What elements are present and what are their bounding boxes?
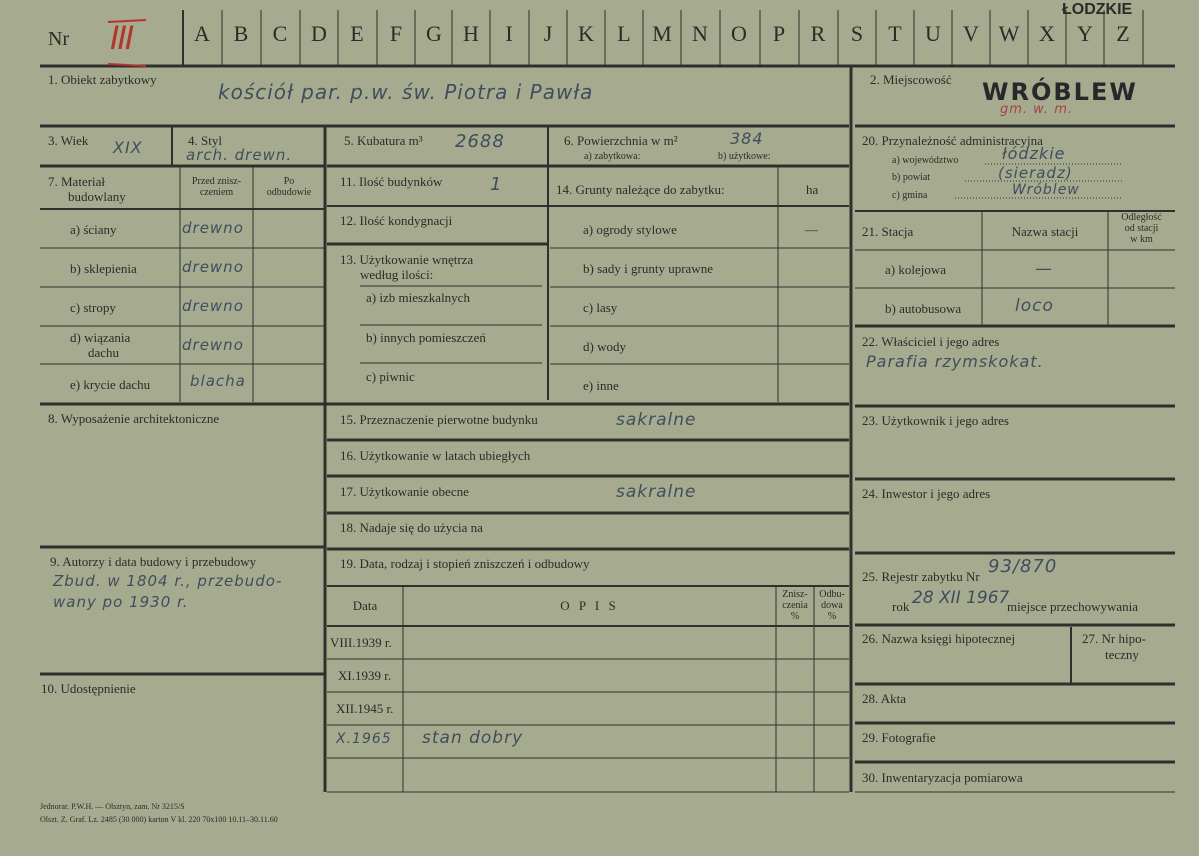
index-letter: F	[389, 21, 403, 46]
field-14-unit: ha	[806, 182, 819, 197]
field-13-label: 13. Użytkowanie wnętrza	[340, 252, 474, 267]
field-13c-label: c) piwnic	[366, 369, 415, 384]
field-21-label: 21. Stacja	[862, 224, 914, 239]
material-row-label: d) wiązania	[70, 330, 131, 345]
field-17-value: sakralne	[616, 482, 697, 502]
history-row-date: X.1965	[336, 731, 392, 747]
field-19-label: 19. Data, rodzaj i stopień zniszczeń i odbudowy	[340, 556, 590, 571]
field-9-line-2: wany po 1930 r.	[53, 593, 189, 611]
land-row-label: e) inne	[583, 378, 619, 393]
field-20-label: 20. Przynależność administracyjna	[862, 133, 1043, 148]
history-row-opis: stan dobry	[422, 728, 524, 748]
field-16-label: 16. Użytkowanie w latach ubiegłych	[340, 448, 531, 463]
field-20b-label: b) powiat	[892, 172, 931, 183]
index-letter: R	[810, 21, 826, 46]
field-3-value: XIX	[113, 138, 143, 157]
index-letter: B	[233, 21, 249, 46]
field-14-label: 14. Grunty należące do zabytku:	[556, 182, 725, 197]
history-row-date: XI.1939 r.	[338, 668, 392, 683]
index-letter: H	[463, 21, 479, 46]
material-row-label: c) stropy	[70, 300, 116, 315]
field-26-label: 26. Nazwa księgi hipotecznej	[862, 631, 1016, 646]
land-row-label: d) wody	[583, 339, 626, 354]
index-letter: C	[272, 21, 288, 46]
field-6a-label: a) zabytkowa:	[584, 151, 641, 162]
material-row-value: drewno	[182, 258, 244, 276]
index-letter: Z	[1116, 21, 1130, 46]
field-20a-value: łódzkie	[1002, 144, 1066, 163]
col-opis-label: O P I S	[560, 598, 619, 613]
field-30-label: 30. Inwentaryzacja pomiarowa	[862, 770, 1023, 785]
nr-value: III	[110, 19, 133, 57]
field-3-label: 3. Wiek	[48, 133, 89, 148]
index-letter: J	[543, 21, 553, 46]
field-25-rok-label: rok	[892, 599, 910, 614]
field-2-note: gm. w. m.	[1000, 102, 1074, 117]
field-25-value: 93/870	[988, 556, 1058, 577]
index-letter: T	[888, 21, 902, 46]
field-4-value: arch. drewn.	[186, 146, 293, 164]
field-21b-value: loco	[1015, 296, 1054, 316]
field-22-label: 22. Właściciel i jego adres	[862, 334, 1000, 349]
field-25-label: 25. Rejestr zabytku Nr	[862, 569, 980, 584]
land-row-label: b) sady i grunty uprawne	[583, 261, 713, 276]
col-rebuild-label: Odbu- dowa %	[819, 589, 845, 622]
field-1-value: kościół par. p.w. św. Piotra i Pawła	[218, 80, 594, 104]
land-row-label: c) lasy	[583, 300, 618, 315]
field-10-label: 10. Udostępnienie	[41, 681, 136, 696]
field-7-label-2: budowlany	[68, 189, 126, 204]
material-row-label: b) sklepienia	[70, 261, 137, 276]
land-row-label: a) ogrody stylowe	[583, 222, 677, 237]
field-21b-label: b) autobusowa	[885, 301, 962, 316]
material-row-label: a) ściany	[70, 222, 117, 237]
field-21a-label: a) kolejowa	[885, 262, 947, 277]
field-27-label-2: teczny	[1105, 647, 1139, 662]
field-15-value: sakralne	[616, 410, 697, 430]
field-18-label: 18. Nadaje się do użycia na	[340, 520, 483, 535]
index-letter: Y	[1077, 21, 1093, 46]
material-row-value: drewno	[182, 219, 244, 237]
field-29-label: 29. Fotografie	[862, 730, 936, 745]
field-25-storage-label: miejsce przechowywania	[1007, 599, 1139, 614]
field-8-label: 8. Wyposażenie architektoniczne	[48, 411, 220, 426]
index-letter: I	[505, 21, 513, 46]
material-row-label: e) krycie dachu	[70, 377, 151, 392]
field-28-label: 28. Akta	[862, 691, 907, 706]
field-4-label: 4. Styl	[188, 133, 222, 148]
field-13b-label: b) innych pomieszczeń	[366, 330, 486, 345]
field-6-label: 6. Powierzchnia w m²	[564, 133, 678, 148]
index-letter: X	[1039, 21, 1055, 46]
field-9-label: 9. Autorzy i data budowy i przebudowy	[50, 554, 257, 569]
material-row-value: drewno	[182, 336, 244, 354]
region-stamp: ŁODZKIE	[1062, 1, 1133, 18]
field-17-label: 17. Użytkowanie obecne	[340, 484, 469, 499]
material-row-value: drewno	[182, 297, 244, 315]
index-letter: E	[350, 21, 364, 46]
field-9-line-1: Zbud. w 1804 r., przebudo-	[53, 572, 283, 590]
index-letter: A	[194, 21, 210, 46]
field-6b-label: b) użytkowe:	[718, 151, 771, 162]
index-letter: S	[850, 21, 864, 46]
material-row-value: blacha	[190, 372, 246, 390]
index-letter: D	[311, 21, 327, 46]
field-23-label: 23. Użytkownik i jego adres	[862, 413, 1009, 428]
field-15-label: 15. Przeznaczenie pierwotne budynku	[340, 412, 538, 427]
col-damage-label: Znisz- czenia %	[782, 589, 808, 622]
field-21a-value: —	[1035, 259, 1053, 279]
field-2-value: WRÓBLEW	[982, 78, 1138, 106]
col-station-distance: Odległość od stacji w km	[1121, 212, 1162, 245]
field-6-value: 384	[730, 129, 764, 148]
land-row-value: —	[805, 222, 818, 237]
nr-label: Nr	[48, 28, 70, 50]
field-5-label: 5. Kubatura m³	[344, 133, 423, 148]
field-13-label-2: według ilości:	[360, 267, 434, 282]
index-letter: U	[925, 21, 941, 46]
col-after-label: Po odbudowie	[266, 176, 312, 198]
field-2-label: 2. Miejscowość	[870, 72, 952, 87]
field-20c-label: c) gmina	[892, 190, 928, 201]
col-station-name: Nazwa stacji	[1011, 224, 1079, 239]
field-20c-value: Wróblew	[1012, 182, 1080, 198]
field-12-label: 12. Ilość kondygnacji	[340, 213, 453, 228]
col-before-label: Przed znisz- czeniem	[191, 176, 242, 198]
history-row-date: XII.1945 r.	[336, 701, 394, 716]
index-letter: M	[652, 21, 672, 46]
index-letter: K	[578, 21, 594, 46]
field-24-label: 24. Inwestor i jego adres	[862, 486, 991, 501]
dotted-lines	[955, 160, 1125, 204]
index-letter: N	[692, 21, 708, 46]
field-11-label: 11. Ilość budynków	[340, 174, 443, 189]
printer-note: Jednorar. P.W.H. — Olsztyn, zam. Nr 3215/S	[40, 802, 185, 811]
history-row-date: VIII.1939 r.	[330, 635, 392, 650]
field-13a-label: a) izb mieszkalnych	[366, 290, 470, 305]
field-1-label: 1. Obiekt zabytkowy	[48, 72, 157, 87]
field-11-value: 1	[490, 174, 503, 195]
field-22-value: Parafia rzymskokat.	[866, 352, 1044, 371]
index-letter: L	[617, 21, 631, 46]
index-letter: O	[731, 21, 747, 46]
index-letter: V	[963, 21, 979, 46]
material-row-label: dachu	[88, 345, 120, 360]
index-letter: W	[998, 21, 1020, 46]
col-date-label: Data	[352, 598, 378, 613]
field-5-value: 2688	[455, 131, 505, 152]
field-20a-label: a) województwo	[892, 155, 959, 166]
printer-note-2: Olszt. Z. Graf. Lz. 2485 (30 000) karton V kl. 220 70x100 10.11–30.11.60	[40, 815, 278, 824]
field-25-rok-value: 28 XII 1967	[912, 588, 1010, 608]
index-letter: P	[772, 21, 786, 46]
field-7-label: 7. Materiał	[48, 174, 106, 189]
field-20b-value: (sieradz)	[998, 164, 1073, 182]
field-27-label: 27. Nr hipo-	[1082, 631, 1146, 646]
index-letter: G	[426, 21, 442, 46]
